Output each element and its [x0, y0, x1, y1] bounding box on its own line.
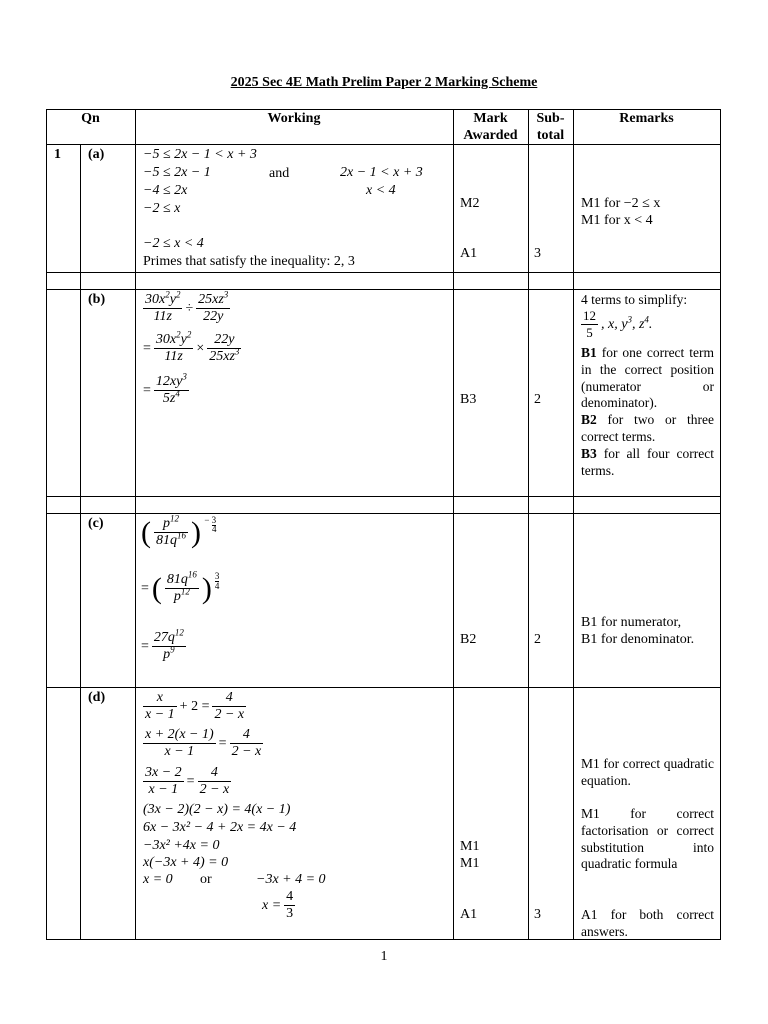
- part-a-right-line-1: 2x − 1 < x + 3: [340, 165, 423, 180]
- part-d-step-1: $\frac{x}{x - 1}$ + 2 = $\frac{4}{2 - x}$: [145, 690, 245, 722]
- part-a-line-3: −4 ≤ 2x: [143, 183, 188, 198]
- part-d-label: (d): [88, 690, 106, 705]
- page-number: 1: [380, 949, 388, 964]
- part-b-remark-term-list: $\frac{12}{5}$ , x, $y^3$, $z^4$.: [583, 308, 653, 340]
- part-a-line-2: −5 ≤ 2x − 1: [143, 165, 211, 180]
- part-d-remark-2: M1 for correct factorisation or correct substitution into quadratic formula: [581, 806, 714, 872]
- part-d-remark-1: M1 for correct quadratic equation.: [581, 756, 714, 788]
- part-b-step-3: = $\frac{12xy^3}{5z^4}$: [143, 371, 187, 406]
- part-c-remark-1: B1 for numerator,: [581, 615, 682, 630]
- part-b-remark-b3: B3 for all four correct terms.: [581, 446, 714, 478]
- part-c-step-2: = ( $\frac{81q^{16}}{p^{12}}$ ) 3 4: [141, 569, 220, 605]
- part-d-step-2: $\frac{x + 2(x - 1)}{x - 1}$ = $\frac{4}{2 - x}$: [145, 727, 262, 759]
- part-c-step-3: = $\frac{27q^{12}}{p^9}$: [141, 627, 184, 662]
- part-a-subtotal: 3: [534, 246, 541, 261]
- header-working: Working: [267, 111, 321, 126]
- part-d-step-9: x = $\frac{4}{3}$: [262, 889, 294, 921]
- part-b-step-2: = $\frac{30x^2y^2}{11z}$ × $\frac{22y}{25xz^3}$: [143, 329, 240, 364]
- part-d-step-8a: x = 0: [143, 872, 173, 887]
- part-a-mark-2: A1: [460, 246, 478, 261]
- part-d-step-4: (3x − 2)(2 − x) = 4(x − 1): [143, 802, 291, 817]
- part-d-remark-3: A1 for both correct answers.: [581, 907, 714, 939]
- part-d-mark-1: M1: [460, 839, 480, 854]
- part-d-step-8b: −3x + 4 = 0: [256, 872, 326, 887]
- part-d-or: or: [200, 872, 212, 887]
- header-mark-line2: Awarded: [463, 128, 518, 143]
- header-remarks: Remarks: [619, 111, 674, 126]
- part-c-step-1: ( $\frac{p^{12}}{81q^{16}}$ ) − 3 4: [141, 513, 217, 549]
- part-b-remark-terms: 4 terms to simplify:: [581, 292, 688, 307]
- part-c-mark: B2: [460, 632, 477, 647]
- part-d-subtotal: 3: [534, 907, 541, 922]
- part-b-subtotal: 2: [534, 392, 541, 407]
- part-a-remark-1: M1 for −2 ≤ x: [581, 196, 661, 211]
- part-c-subtotal: 2: [534, 632, 541, 647]
- part-d-step-3: $\frac{3x - 2}{x - 1}$ = $\frac{4}{2 - x}$: [145, 765, 230, 797]
- part-d-mark-2: M1: [460, 856, 480, 871]
- part-b-label: (b): [88, 292, 106, 307]
- page-title: 2025 Sec 4E Math Prelim Paper 2 Marking Scheme: [230, 75, 538, 90]
- part-a-line-5: −2 ≤ x < 4: [143, 236, 204, 251]
- header-qn: Qn: [81, 111, 100, 126]
- header-sub-line1: Sub-: [536, 111, 565, 126]
- part-d-step-7: x(−3x + 4) = 0: [143, 855, 229, 870]
- part-a-mark-1: M2: [460, 196, 480, 211]
- header-mark-line1: Mark: [473, 111, 508, 126]
- part-a-primes: Primes that satisfy the inequality: 2, 3: [143, 254, 355, 269]
- part-d-step-5: 6x − 3x² − 4 + 2x = 4x − 4: [143, 820, 297, 835]
- part-a-line-4: −2 ≤ x: [143, 201, 181, 216]
- part-a-and: and: [269, 166, 290, 181]
- part-b-remark-b2: B2 for two or three correct terms.: [581, 412, 714, 444]
- question-number: 1: [54, 147, 61, 162]
- part-c-label: (c): [88, 516, 104, 531]
- header-sub-line2: total: [536, 128, 565, 143]
- part-c-remark-2: B1 for denominator.: [581, 632, 695, 647]
- part-a-label: (a): [88, 147, 105, 162]
- part-d-mark-3: A1: [460, 907, 478, 922]
- part-b-remark-b1: B1 for one correct term in the correct position (numerator or denominator).: [581, 345, 714, 411]
- part-b-mark: B3: [460, 392, 477, 407]
- part-b-step-1: $\frac{30x^2y^2}{11z}$ ÷ $\frac{25xz^3}{22y}$: [145, 289, 229, 324]
- part-a-right-line-2: x < 4: [366, 183, 396, 198]
- part-a-line-1: −5 ≤ 2x − 1 < x + 3: [143, 147, 257, 162]
- part-d-step-6: −3x² +4x = 0: [143, 838, 220, 853]
- part-a-remark-2: M1 for x < 4: [581, 213, 653, 228]
